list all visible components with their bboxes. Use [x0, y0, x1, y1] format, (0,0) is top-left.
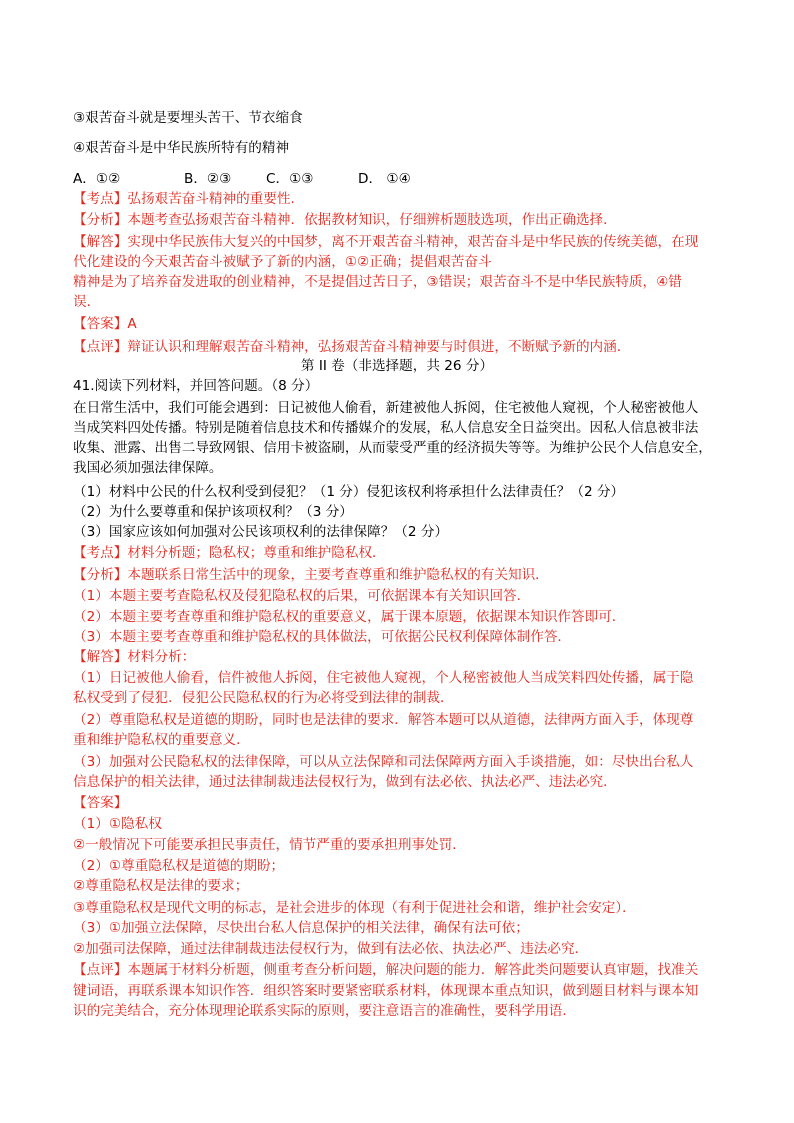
q41-material-line2: 当成笑料四处传播。特别是随着信息技术和传播媒介的发展，私人信息安全日益突出。因私人信息被非法 [73, 420, 699, 436]
q41-jieda-1a: （1）日记被他人偷看，信件被他人拆阅，住宅被他人窥视，个人秘密被他人当成笑料四处传播，属于隐 [73, 670, 694, 686]
q41-jieda-1b: 私权受到了侵犯．侵犯公民隐私权的行为必将受到法律的制裁． [73, 690, 454, 706]
section-title: 第 II 卷（非选择题，共 26 分） [300, 358, 494, 374]
q40-jieda-line4: 误． [73, 294, 101, 310]
q41-dianping-line1: 【点评】本题属于材料分析题，侧重考查分析问题，解决问题的能力．解答此类问题要认真审题，找准关 [73, 962, 699, 978]
q41-answer-2c: ③尊重隐私权是现代文明的标志，是社会进步的体现（有利于促进社会和谐，维护社会安定）． [73, 900, 636, 916]
q41-material-line1: 在日常生活中，我们可能会遇到：日记被他人偷看，新建被他人拆阅，住宅被他人窥视，个人秘密被他人 [73, 400, 699, 416]
q41-fenxi-3: （3）本题主要考查尊重和维护隐私权的具体做法，可依据公民权利保障体制作答． [73, 629, 572, 645]
q41-material-line3: 收集、泄露、出售二导致网银、信用卡被盗刷，从而蒙受严重的经济损失等等。为维护公民个人信息安全， [73, 440, 712, 456]
q41-jieda-3b: 信息保护的相关法律，通过法律制裁违法侵权行为，做到有法必依、执法必严、违法必究． [73, 774, 617, 790]
q40-jieda-line2: 代化建设的今天艰苦奋斗被赋予了新的内涵，①②正确；提倡艰苦奋斗 [73, 254, 492, 270]
q40-kaodian: 【考点】弘扬艰苦奋斗精神的重要性． [73, 191, 305, 207]
q41-subquestion-3: （3）国家应该如何加强对公民该项权利的法律保障？（2 分） [73, 524, 449, 540]
q40-daan: 【答案】A [73, 316, 137, 332]
q41-answer-1a: （1）①隐私权 [73, 816, 162, 832]
q41-jieda-3a: （3）加强对公民隐私权的法律保障，可以从立法保障和司法保障两方面入手谈措施，如：尽快出台私人 [73, 754, 694, 770]
q41-fenxi-2: （2）本题主要考查尊重和维护隐私权的重要意义，属于课本原题，依据课本知识作答即可． [73, 609, 626, 625]
q41-dianping-line3: 识的完美结合，充分体现理论联系实际的原则，要注意语言的准确性，要科学用语． [73, 1003, 576, 1019]
q41-dianping-line2: 键词语，再联系课本知识作答．组织答案时要紧密联系材料，体现课本重点知识，做到题目材料与课本知 [73, 983, 699, 999]
q41-daan: 【答案】 [73, 795, 128, 811]
q41-fenxi: 【分析】本题联系日常生活中的现象，主要考查尊重和维护隐私权的有关知识． [73, 567, 549, 583]
q40-fenxi: 【分析】本题考查弘扬艰苦奋斗精神．依据教材知识，仔细辨析题肢选项，作出正确选择． [73, 212, 617, 228]
choice-c: C．①③ [266, 171, 314, 187]
choice-d: D． ①④ [358, 171, 411, 187]
q41-answer-3b: ②加强司法保障，通过法律制裁违法侵权行为，做到有法必依、执法必严、违法必究． [73, 941, 589, 957]
q41-stem: 41.阅读下列材料，并回答问题。（8 分） [73, 378, 319, 394]
q41-kaodian: 【考点】材料分析题；隐私权；尊重和维护隐私权． [73, 545, 386, 561]
choice-row [73, 169, 411, 189]
q41-answer-3a: （3）①加强立法保障，尽快出台私人信息保护的相关法律，确保有法可依； [73, 920, 529, 936]
q41-subquestion-2: （2）为什么要尊重和保护该项权利？（3 分） [73, 504, 353, 520]
q41-jieda-2b: 重和维护隐私权的重要意义． [73, 732, 250, 748]
q41-answer-1b: ②一般情况下可能要承担民事责任，情节严重的要承担刑事处罚． [73, 837, 466, 853]
choice-b: B．②③ [184, 171, 232, 187]
q41-jieda: 【解答】材料分析： [73, 649, 196, 665]
option-3: ③艰苦奋斗就是要埋头苦干、节衣缩食 [73, 110, 303, 126]
q40-jieda-line3: 精神是为了培养奋发进取的创业精神，不是提倡过苦日子，③错误；艰苦奋斗不是中华民族特质，④错 [73, 274, 682, 290]
q40-dianping: 【点评】辩证认识和理解艰苦奋斗精神，弘扬艰苦奋斗精神要与时俱进，不断赋予新的内涵． [73, 339, 631, 355]
q41-answer-2b: ②尊重隐私权是法律的要求； [73, 878, 249, 894]
q41-material-line4: 我国必须加强法律保障。 [73, 460, 223, 476]
option-4: ④艰苦奋斗是中华民族所特有的精神 [73, 140, 290, 156]
q41-answer-2a: （2）①尊重隐私权是道德的期盼； [73, 858, 285, 874]
q41-subquestion-1: （1）材料中公民的什么权利受到侵犯？（1 分）侵犯该权利将承担什么法律责任？（2 分） [73, 484, 625, 500]
q40-jieda-line1: 【解答】实现中华民族伟大复兴的中国梦，离不开艰苦奋斗精神，艰苦奋斗是中华民族的传统美德，在现 [73, 234, 699, 250]
q41-jieda-2a: （2）尊重隐私权是道德的期盼，同时也是法律的要求．解答本题可以从道德，法律两方面入手，体现尊 [73, 712, 694, 728]
choice-a: A．①② [73, 171, 121, 187]
q41-fenxi-1: （1）本题主要考查隐私权及侵犯隐私权的后果，可依据课本有关知识回答． [73, 588, 531, 604]
